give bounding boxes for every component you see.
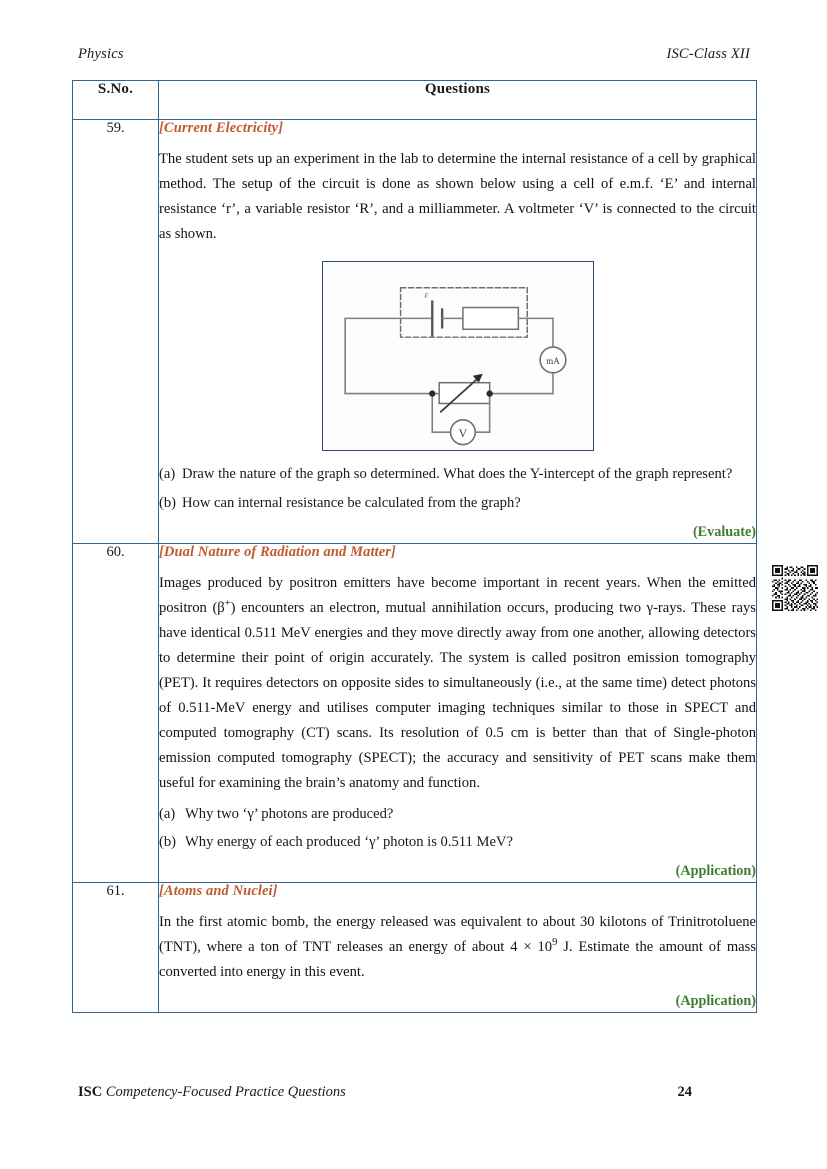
- question-body-part2: ) encounters an electron, mutual annihilation occurs, producing two γ-rays. These rays have identical 0.511 MeV energies and they move directly away from one another, allowing detectors to determine their point of origin accurately. The system is called positron emission tomography (PET). It requires detectors on opposite sides to simultaneously (i.e., at the same time) detect photons of 0.511-MeV energy and utilises computer imaging techniques similar to those in SPECT and computed tomography (CT) scans. Its resolution of 0.5 cm is better than that of Single-photon emission computed tomography (SPECT); the accuracy and sensitivity of PET scans make them useful for examining the brain’s anatomy and function.: [159, 599, 756, 792]
- question-body-part2: J. Estimate the amount of mass converted into energy in this event.: [159, 938, 757, 980]
- qr-code[interactable]: [772, 565, 818, 611]
- subpart-text: Why two ‘γ’ photons are produced?: [185, 805, 394, 822]
- subpart-label: (a): [159, 805, 176, 822]
- question-body-superscript: 9: [552, 937, 558, 949]
- table-row: [73, 543, 757, 882]
- question-body-superscript: +: [224, 597, 231, 609]
- milliammeter-label: mA: [545, 356, 560, 367]
- subpart-label: (a): [159, 466, 176, 483]
- status-badge: (Application): [675, 993, 756, 1010]
- footer-title: [78, 1084, 346, 1101]
- question-cell: [159, 120, 757, 544]
- header-subject: Physics: [78, 46, 124, 62]
- status-badge: (Application): [675, 862, 756, 879]
- emf-label: ε: [424, 289, 428, 300]
- page-header: [78, 46, 750, 68]
- question-number: 59.: [73, 120, 159, 544]
- circuit-diagram-svg: [323, 262, 591, 448]
- subpart-text: Why energy of each produced ‘γ’ photon is 0.511 MeV?: [185, 834, 513, 851]
- questions-table: [72, 80, 757, 1013]
- table-row: [73, 120, 757, 544]
- qr-code-icon: [772, 565, 818, 611]
- circuit-diagram: [322, 261, 594, 451]
- page-footer: [78, 1084, 750, 1101]
- list-item: [159, 463, 756, 487]
- question-number: 61.: [73, 882, 159, 1012]
- question-body: [159, 571, 756, 797]
- topic-label: [Atoms and Nuclei]: [159, 882, 278, 899]
- list-item: [159, 831, 756, 855]
- question-number: 60.: [73, 543, 159, 882]
- question-cell: [159, 882, 757, 1012]
- question-body-part1: Images produced by positron emitters have become important in recent years. When the emitted positron (β: [159, 574, 756, 616]
- footer-title-italic: Competency-Focused Practice Questions: [105, 1084, 346, 1100]
- status-badge: (Evaluate): [692, 523, 756, 540]
- subpart-label: (b): [159, 834, 177, 851]
- question-body: The student sets up an experiment in the lab to determine the internal resistance of a cell by graphical method. The setup of the circuit is done as shown below using a cell of e.m.f. ‘E’ and internal resistance ‘r’, a variable resistor ‘R’, and a milliammeter. A voltmeter ‘V’ is connected to the circuit as shown.: [159, 151, 756, 243]
- column-header-sno: S.No.: [73, 81, 159, 120]
- subparts-list: [159, 803, 756, 855]
- junction-dot-right: [486, 391, 492, 397]
- footer-title-bold: ISC: [78, 1084, 103, 1100]
- subpart-text: How can internal resistance be calculated from the graph?: [182, 495, 521, 512]
- question-body-part1: In the first atomic bomb, the energy released was equivalent to about 30 kilotons of Trinitrotoluene (TNT), where a ton of TNT releases an energy of about 4 × 10: [159, 913, 756, 955]
- page-number: 24: [677, 1084, 692, 1100]
- header-class: ISC-Class XII: [666, 46, 750, 62]
- subpart-text: Draw the nature of the graph so determined. What does the Y-intercept of the graph represent?: [182, 466, 733, 483]
- subparts-list: [159, 463, 756, 515]
- figure-container: [159, 261, 756, 451]
- list-item: [159, 803, 756, 827]
- table-header-row: [73, 81, 757, 120]
- topic-label: [Current Electricity]: [159, 120, 284, 136]
- table-row: [73, 882, 757, 1012]
- list-item: [159, 492, 756, 516]
- subpart-label: (b): [159, 495, 177, 512]
- column-header-questions: Questions: [159, 81, 757, 120]
- voltmeter-label: V: [458, 426, 467, 441]
- question-cell: [159, 543, 757, 882]
- question-body: [159, 910, 756, 985]
- junction-dot-left: [429, 391, 435, 397]
- topic-label: [Dual Nature of Radiation and Matter]: [159, 543, 396, 560]
